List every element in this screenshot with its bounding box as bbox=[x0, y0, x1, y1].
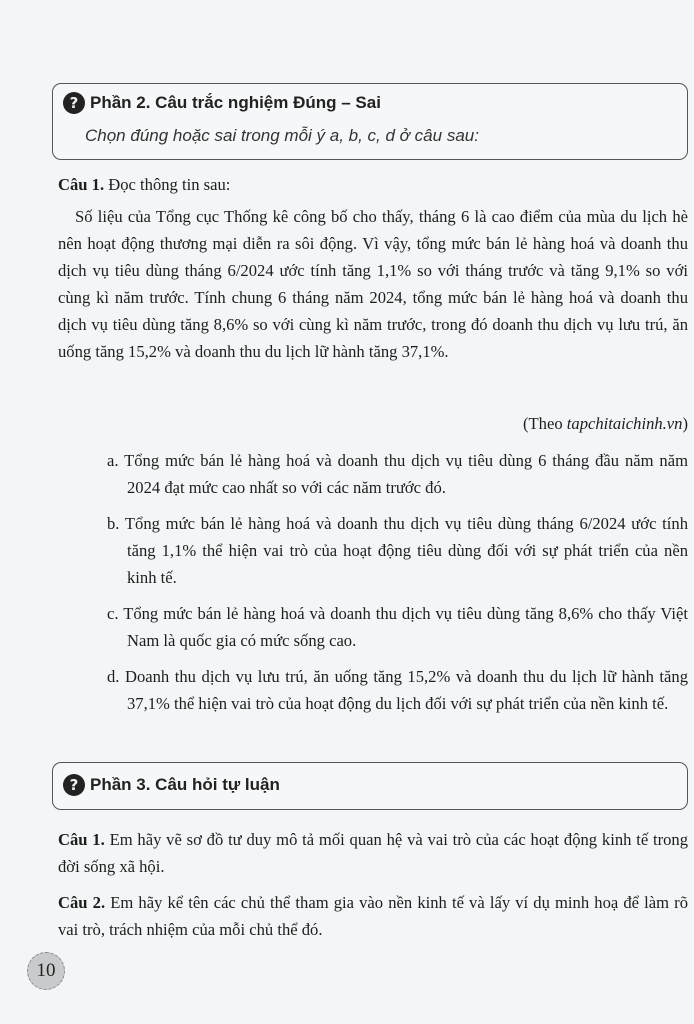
page-number: 10 bbox=[27, 952, 65, 990]
source-suffix: ) bbox=[682, 414, 688, 433]
question-text: Em hãy vẽ sơ đồ tư duy mô tả mối quan hệ và vai trò của các hoạt động kinh tế trong đời sống xã hội. bbox=[58, 830, 689, 876]
source-prefix: (Theo bbox=[523, 414, 567, 433]
option-c: c. Tổng mức bán lẻ hàng hoá và doanh thu dịch vụ tiêu dùng tăng 8,6% cho thấy Việt Nam là quốc gia có mức sống cao. bbox=[107, 604, 688, 650]
question-label: Câu 1. bbox=[58, 175, 105, 194]
question-label: Câu 1. bbox=[58, 830, 105, 849]
part3-header-box bbox=[52, 762, 688, 810]
option-a: a. Tổng mức bán lẻ hàng hoá và doanh thu dịch vụ tiêu dùng 6 tháng đầu năm năm 2024 đạt mức cao nhất so với các năm trước đó. bbox=[107, 451, 688, 497]
essay-question-1 bbox=[58, 826, 688, 880]
question-text: Em hãy kể tên các chủ thể tham gia vào nền kinh tế và lấy ví dụ minh hoạ để làm rõ vai trò, trách nhiệm của mỗi chủ thể đó. bbox=[58, 893, 688, 939]
question-prompt bbox=[58, 171, 688, 198]
part3-title bbox=[63, 774, 280, 796]
part2-header-box bbox=[52, 83, 688, 160]
passage: Số liệu của Tổng cục Thống kê công bố cho thấy, tháng 6 là cao điểm của mùa du lịch hè nên hoạt động thương mại diễn ra sôi động. Vì vậy, tổng mức bán lẻ hàng hoá và doanh thu dịch vụ tiêu dùng tháng 6/2024 ước tính tăng 1,1% so với tháng trước và tăng 9,1% so với cùng kì năm trước. Tính chung 6 tháng năm 2024, tổng mức bán lẻ hàng hoá và doanh thu dịch vụ tiêu dùng tăng 8,6% so với cùng kì năm trước, trong đó doanh thu dịch vụ lưu trú, ăn uống tăng 15,2% và doanh thu du lịch lữ hành tăng 37,1%. bbox=[58, 207, 688, 361]
part3-title-text: Phần 3. Câu hỏi tự luận bbox=[90, 775, 280, 794]
option-d: d. Doanh thu dịch vụ lưu trú, ăn uống tăng 15,2% và doanh thu du lịch lữ hành tăng 37,1% thể hiện vai trò của hoạt động du lịch đối với sự phát triển của nền kinh tế. bbox=[107, 667, 688, 713]
source-citation bbox=[58, 410, 688, 437]
question-bubble-icon: ? bbox=[63, 92, 85, 114]
part2-title-text: Phần 2. Câu trắc nghiệm Đúng – Sai bbox=[90, 93, 381, 112]
question-bubble-icon: ? bbox=[63, 774, 85, 796]
essay-question-2 bbox=[58, 889, 688, 943]
question-label: Câu 2. bbox=[58, 893, 106, 912]
part2-title bbox=[63, 92, 381, 114]
option-b: b. Tổng mức bán lẻ hàng hoá và doanh thu dịch vụ tiêu dùng tháng 6/2024 ước tính tăng 1,1% thể hiện vai trò của hoạt động tiêu dùng đối với sự phát triển của nền kinh tế. bbox=[107, 514, 688, 587]
question-prompt-text: Đọc thông tin sau: bbox=[108, 175, 231, 194]
part2-subtitle: Chọn đúng hoặc sai trong mỗi ý a, b, c, d ở câu sau: bbox=[85, 126, 479, 145]
source-name: tapchitaichinh.vn bbox=[566, 414, 683, 433]
